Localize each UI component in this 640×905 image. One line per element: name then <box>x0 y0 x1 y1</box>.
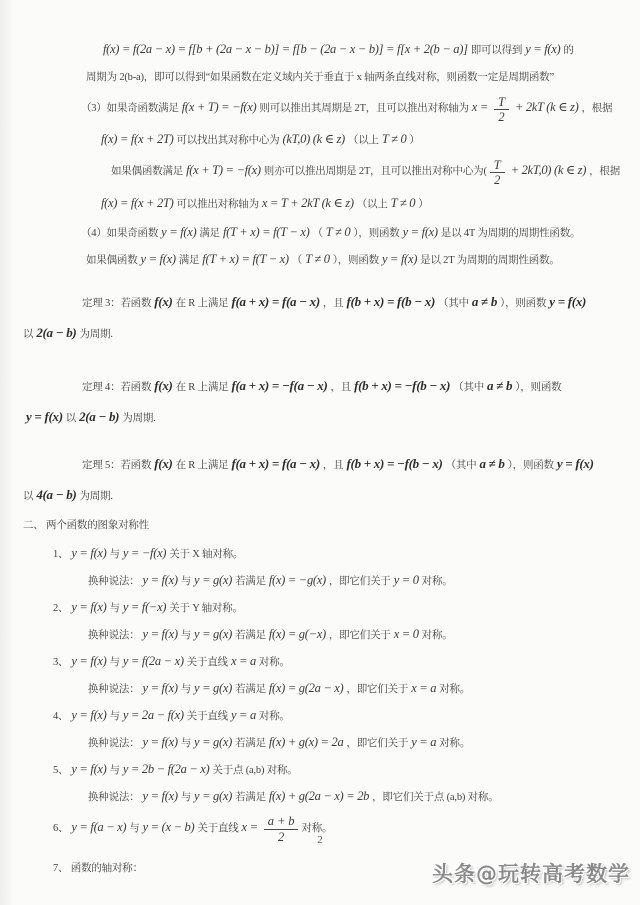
math-fraction: $\frac{a + b}{2}$ <box>264 814 299 844</box>
text-run: ，即它们关于 <box>328 629 391 641</box>
text-run: ，且 <box>330 381 352 393</box>
text-run: 则亦可以推出周期是 2T，且可以推出对称中心为( <box>263 166 487 178</box>
text-run: 换种说法： <box>88 683 140 695</box>
doc-line <box>23 451 624 478</box>
text-run: ，且 <box>322 459 344 471</box>
text-run: ），则函数 <box>500 297 547 309</box>
text-run: （其中 <box>445 459 477 471</box>
text-run: 6、 <box>53 822 69 834</box>
math-run: y = g(x) <box>194 734 232 749</box>
text-run: 为周期. <box>79 490 113 502</box>
doc-line <box>23 621 624 648</box>
math-run: f(a + x) = −f(a − x) <box>231 377 328 393</box>
math-run: f(x) = −g(x) <box>268 572 326 587</box>
math-run: f(a + x) = f(a − x) <box>231 293 320 309</box>
math-run: 4(a − b) <box>36 486 77 502</box>
math-run: f(T + x) = f(T − x) <box>202 251 289 266</box>
text-run: 如果偶函数 <box>86 254 138 266</box>
text-run: （3）如果奇函数满足 <box>81 103 179 114</box>
math-run: f(x) = f(x + 2T) <box>101 195 174 210</box>
text-run: ） <box>418 198 429 210</box>
page-number: 2 <box>317 834 323 846</box>
math-run: x = <box>471 100 489 114</box>
text-run: 5、 <box>53 764 69 776</box>
math-run: f(b + x) = −f(b − x) <box>354 377 451 393</box>
text-run: 在 R 上满足 <box>175 381 229 393</box>
math-run: y = g(x) <box>194 572 232 587</box>
math-run: y = f(x) <box>142 788 178 803</box>
math-run: y = f(x) <box>71 707 107 722</box>
text-run: 与 <box>109 764 120 776</box>
math-run: y = (x − b) <box>142 819 195 834</box>
math-run: y = g(x) <box>194 680 232 695</box>
math-run: T ≠ 0 <box>305 251 330 266</box>
text-run: （4）如果奇函数 <box>81 227 159 239</box>
math-run: f(x) + g(2a − x) = 2b <box>268 788 370 803</box>
math-run: 2(a − b) <box>36 324 77 340</box>
doc-line <box>23 511 624 538</box>
math-run: a ≠ b <box>471 293 498 309</box>
watermark-text: 头条@玩转高考数学 <box>432 862 630 886</box>
text-run: ，即它们关于点 (a,b) 对称。 <box>372 791 499 803</box>
math-run: f(x) = g(2a − x) <box>268 680 344 695</box>
math-run: a ≠ b <box>487 377 513 393</box>
text-run: 即可以得到 <box>470 45 523 56</box>
text-run: 在 R 上满足 <box>175 297 229 309</box>
math-run: x = 0 <box>393 626 419 641</box>
text-run: 关于点 (a,b) 对称。 <box>212 764 298 776</box>
math-run: y = 2b − f(2a − x) <box>122 761 210 776</box>
text-run: 是以 2T 为周期的周期性函数。 <box>420 254 560 266</box>
text-run: 定理 5：若函数 <box>82 459 152 471</box>
text-run: 可以推出对称轴为 <box>176 198 259 210</box>
text-run: 与 <box>180 737 191 749</box>
text-run: 换种说法： <box>88 737 140 749</box>
math-run: y = f(x) <box>71 653 107 668</box>
math-run: f(b + x) = f(b − x) <box>346 293 435 309</box>
text-run: 以 <box>23 490 34 502</box>
text-run: ），则函数 <box>515 381 562 393</box>
text-run: 为周期. <box>122 412 156 424</box>
math-run: y = f(x) <box>402 224 438 239</box>
math-run: y = g(x) <box>194 626 232 641</box>
text-run: 关于 Y 轴对称。 <box>169 602 243 614</box>
text-run: ），则函数 <box>353 227 400 239</box>
text-run: 4、 <box>53 710 69 722</box>
doc-line <box>23 756 624 783</box>
math-run: y = f(x) <box>142 626 178 641</box>
math-run: y = f(−x) <box>122 599 167 614</box>
text-run: （ <box>291 254 303 266</box>
scan-edge-shading <box>0 0 14 905</box>
text-run: 定理 4：若函数 <box>82 381 152 393</box>
math-run: x = a <box>230 653 256 668</box>
text-run: 与 <box>180 629 191 641</box>
text-run: 对称。 <box>301 822 333 834</box>
doc-line <box>23 675 624 702</box>
math-run: f(x) + g(x) = 2a <box>268 734 344 749</box>
doc-line <box>23 404 624 431</box>
text-run: 满足 <box>178 254 200 266</box>
math-run: a ≠ b <box>479 455 505 471</box>
doc-line <box>23 157 624 187</box>
math-run: + 2kT,0) (k ∈ z) <box>510 163 587 178</box>
text-run: 若满足 <box>234 683 266 695</box>
math-run: y = f(x) <box>161 224 197 239</box>
math-run: f(x) = g(−x) <box>268 626 326 641</box>
math-run: x = T + 2kT (k ∈ z) <box>261 195 354 210</box>
text-run: ），则函数 <box>507 459 554 471</box>
math-run: y = f(x) <box>71 599 107 614</box>
text-run: ，根据 <box>581 103 613 114</box>
doc-line <box>23 289 624 316</box>
math-run: y = f(x) <box>381 251 418 266</box>
text-run: （ <box>312 227 323 239</box>
math-run: y = 0 <box>393 572 419 587</box>
math-run: x = <box>241 819 258 834</box>
text-run: 换种说法： <box>88 791 140 803</box>
math-run: y = −f(x) <box>122 545 167 560</box>
text-run: 则可以推出其周期是 2T，且可以推出对称轴为 <box>259 103 469 114</box>
math-run: (kT,0) (k ∈ z) <box>282 132 345 147</box>
math-run: f(a + x) = f(a − x) <box>231 455 320 471</box>
text-run: 以 <box>23 328 34 340</box>
text-run: 与 <box>180 791 191 803</box>
text-run: 与 <box>109 548 120 560</box>
doc-line <box>23 594 624 621</box>
doc-line <box>23 94 624 124</box>
text-run: 若满足 <box>234 791 266 803</box>
document-body <box>23 36 624 881</box>
text-run: 对称。 <box>439 737 471 749</box>
math-run: T ≠ 0 <box>381 132 407 147</box>
text-run: 以 <box>65 412 77 424</box>
doc-line <box>23 702 624 729</box>
math-run: T ≠ 0 <box>390 195 416 210</box>
math-fraction: $\frac{T}{2}$ <box>490 158 505 188</box>
text-run: 与 <box>180 683 191 695</box>
math-run: f(x) = f(x + 2T) <box>101 132 174 147</box>
text-run: 二、 两个函数的图象对称性 <box>23 519 150 531</box>
math-run: y = f(x) <box>556 455 594 471</box>
text-run: 3、 <box>53 656 69 668</box>
text-run: 关于直线 <box>197 822 239 834</box>
math-run: y = a <box>230 707 256 722</box>
doc-line <box>23 783 624 810</box>
text-run: 定理 3：若函数 <box>82 297 152 309</box>
text-run: 对称。 <box>258 656 290 668</box>
doc-line <box>23 567 624 594</box>
math-run: y = f(x) <box>142 680 178 695</box>
text-run: 是以 4T 为周期的周期性函数。 <box>440 227 581 239</box>
math-run: y = f(x) <box>142 734 178 749</box>
text-run: 可以找出其对称中心为 <box>176 135 280 147</box>
math-run: + 2kT (k ∈ z) <box>514 100 579 114</box>
text-run: 若满足 <box>234 737 266 749</box>
doc-line <box>23 320 624 347</box>
math-run: y = 2a − f(x) <box>122 707 184 722</box>
text-run: （以上 <box>347 135 379 147</box>
math-run: y = f(x) <box>26 408 63 424</box>
math-run: y = g(x) <box>194 788 232 803</box>
doc-line <box>23 540 624 567</box>
doc-line <box>23 729 624 756</box>
text-run: 对称。 <box>421 629 453 641</box>
math-run: 2(a − b) <box>79 408 120 424</box>
text-run: 若满足 <box>234 629 266 641</box>
doc-line <box>23 63 624 90</box>
math-run: y = a <box>411 734 437 749</box>
text-run: 对称。 <box>258 710 290 722</box>
text-run: ，根据 <box>589 166 621 178</box>
doc-line <box>23 246 624 273</box>
doc-line <box>23 373 624 400</box>
text-run: ，即它们关于 <box>346 683 409 695</box>
doc-line <box>23 219 624 246</box>
math-run: f(T + x) = f(T − x) <box>222 224 310 239</box>
text-run: 若满足 <box>234 575 266 587</box>
text-run: 换种说法： <box>88 629 140 641</box>
text-run: 与 <box>129 822 140 834</box>
math-run: y = f(x) <box>525 42 561 56</box>
text-run: 与 <box>109 602 120 614</box>
text-run: （其中 <box>437 297 469 309</box>
math-run: y = f(x) <box>549 293 587 309</box>
text-run: 7、 函数的轴对称： <box>53 863 143 875</box>
math-run: y = f(a − x) <box>71 819 127 834</box>
math-run: x = a <box>411 680 437 695</box>
text-run: 与 <box>109 656 120 668</box>
math-run: y = f(2a − x) <box>122 653 184 668</box>
text-run: 为周期. <box>79 328 113 340</box>
text-run: 对称。 <box>421 575 453 587</box>
text-run: 与 <box>109 710 120 722</box>
text-run: 周期为 2(b-a)，即可以得到“如果函数在定义域内关于垂直于 x 轴两条直线对称，则函数一定是周期函数” <box>86 72 554 83</box>
math-run: y = f(x) <box>140 251 176 266</box>
text-run: 在 R 上满足 <box>175 459 229 471</box>
text-run: 1、 <box>53 548 69 560</box>
text-run: 2、 <box>53 602 69 614</box>
text-run: 关于直线 <box>186 710 228 722</box>
text-run: ，即它们关于 <box>346 737 409 749</box>
text-run: （其中 <box>453 381 485 393</box>
math-run: f(x) <box>154 455 173 471</box>
math-run: f(x) = f(2a − x) = f[b + (2a − x − b)] = f[b − (2a − x − b)] = f[x + 2(b − a)] <box>103 42 468 56</box>
text-run: 对称。 <box>439 683 471 695</box>
text-run: ，且 <box>322 297 344 309</box>
text-run: 如果偶函数满足 <box>111 166 184 178</box>
math-run: y = f(x) <box>71 545 107 560</box>
math-run: y = f(x) <box>71 761 107 776</box>
text-run: 换种说法： <box>88 575 140 587</box>
math-run: y = f(x) <box>142 572 178 587</box>
text-run: （以上 <box>356 198 388 210</box>
text-run: 满足 <box>199 227 220 239</box>
text-run: ），则函数 <box>332 254 379 266</box>
doc-line <box>23 482 624 509</box>
doc-line <box>23 190 624 217</box>
math-run: f(b + x) = −f(b − x) <box>346 455 443 471</box>
doc-line <box>23 36 624 63</box>
math-fraction: $\frac{T}{2}$ <box>494 95 509 125</box>
math-run: f(x + T) = −f(x) <box>181 100 257 114</box>
text-run: 的 <box>563 45 574 56</box>
text-run: 关于 X 轴对称。 <box>169 548 244 560</box>
math-run: T ≠ 0 <box>325 224 351 239</box>
text-run: ） <box>409 135 420 147</box>
text-run: ，即它们关于 <box>328 575 391 587</box>
math-run: f(x) <box>154 377 173 393</box>
doc-line <box>23 648 624 675</box>
text-run: 与 <box>180 575 191 587</box>
doc-line <box>23 126 624 153</box>
math-run: f(x) <box>154 293 173 309</box>
text-run: 关于直线 <box>186 656 228 668</box>
math-run: f(x + T) = −f(x) <box>186 163 261 178</box>
